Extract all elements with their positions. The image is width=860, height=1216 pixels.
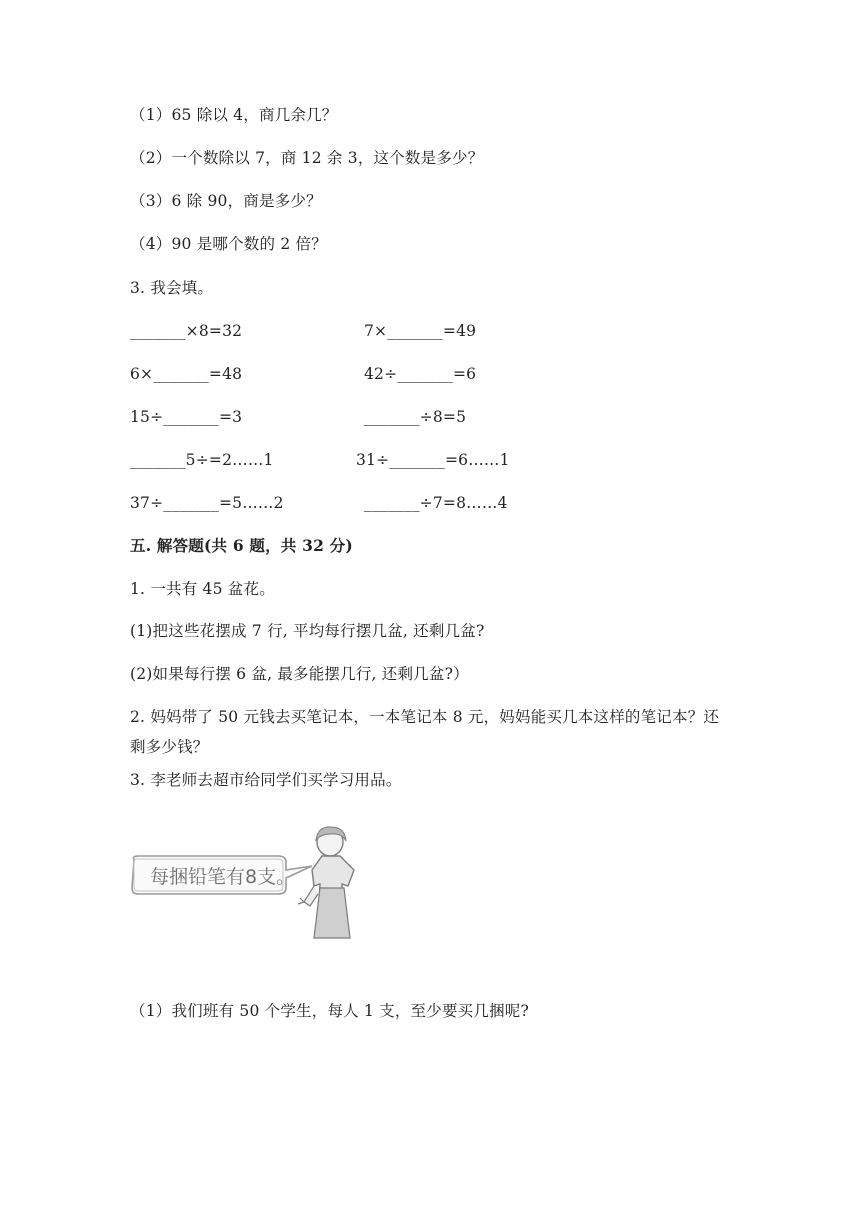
fill-row-5-left: 37÷_______=5……2 (130, 494, 284, 512)
fill-row-2-right: 42÷_______=6 (364, 365, 477, 383)
section3-title: 3. 我会填。 (130, 279, 214, 297)
fill-row-3-left: 15÷_______=3 (130, 408, 243, 426)
fill-row-4-left: _______5÷=2……1 (130, 451, 274, 469)
fill-row-5-right: _______÷7=8……4 (364, 494, 508, 512)
teacher-illustration (128, 826, 368, 944)
question-2: 2. 妈妈带了 50 元钱去买笔记本，一本笔记本 8 元，妈妈能买几本这样的笔记本？还剩多少钱？ (130, 708, 720, 756)
question-3: 3. 李老师去超市给同学们买学习用品。 (130, 771, 402, 789)
question-1: 1. 一共有 45 盆花。 (130, 580, 275, 598)
section2-item-2: （2）一个数除以 7，商 12 余 3，这个数是多少？ (130, 149, 484, 167)
section2-item-1: （1）65 除以 4，商几余几？ (130, 106, 338, 124)
part5-heading: 五. 解答题(共 6 题，共 32 分) (130, 536, 353, 555)
speech-bubble-text: 每捆铅笔有8支。 (150, 866, 296, 888)
teacher-speech-svg (128, 826, 368, 944)
fill-row-4-right: 31÷_______=6……1 (356, 451, 510, 469)
fill-row-1-right: 7×_______=49 (364, 322, 477, 340)
question-1-sub-2: (2)如果每行摆 6 盆, 最多能摆几行, 还剩几盆?） (130, 665, 469, 683)
question-1-sub-1: (1)把这些花摆成 7 行, 平均每行摆几盆, 还剩几盆? (130, 622, 485, 640)
fill-row-1-left: _______×8=32 (130, 322, 243, 340)
section2-item-3: （3）6 除 90，商是多少？ (130, 192, 322, 210)
fill-row-3-right: _______÷8=5 (364, 408, 467, 426)
question-3-sub-1: （1）我们班有 50 个学生，每人 1 支，至少要买几捆呢? (130, 1002, 529, 1020)
section2-item-4: （4）90 是哪个数的 2 倍？ (130, 235, 327, 253)
fill-row-2-left: 6×_______=48 (130, 365, 243, 383)
